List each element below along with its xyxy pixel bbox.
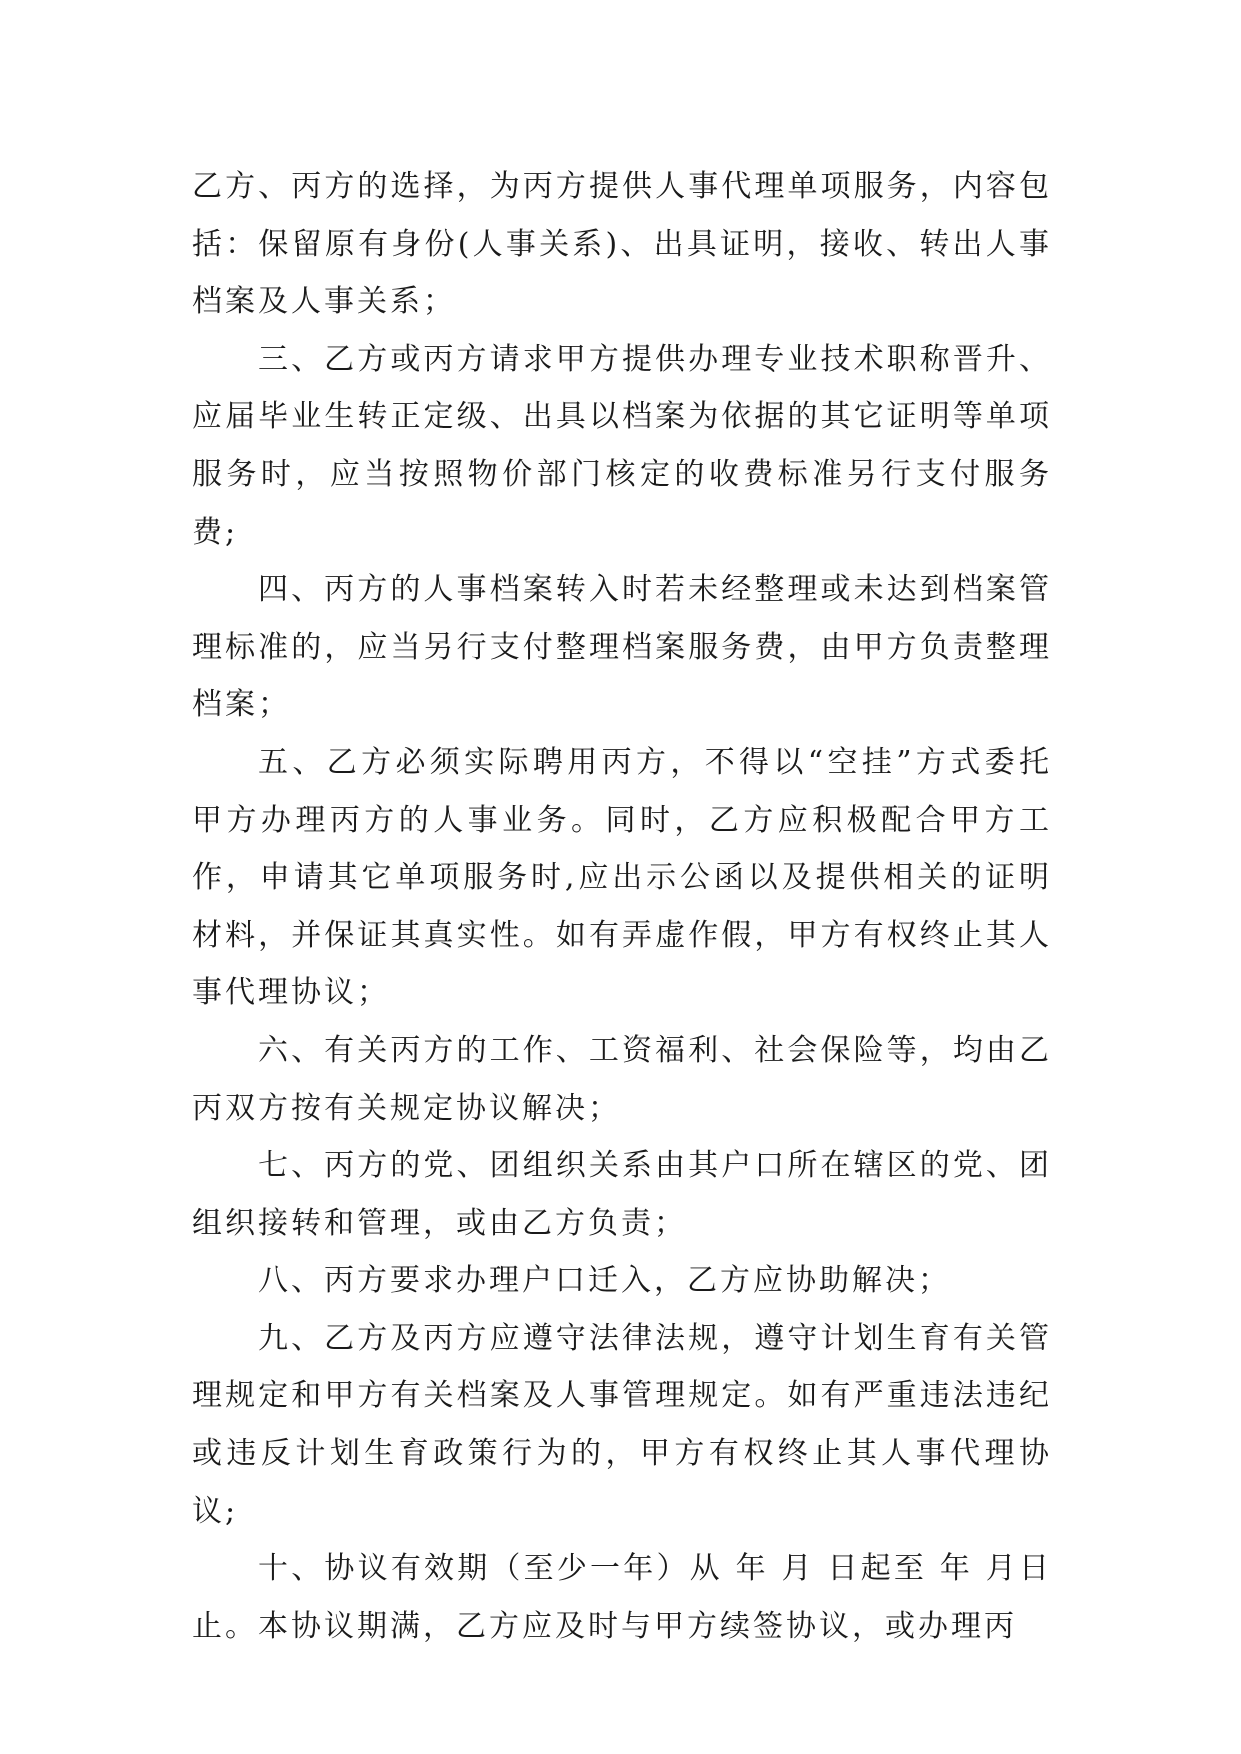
clause-6: 六、有关丙方的工作、工资福利、社会保险等，均由乙丙双方按有关规定协议解决； bbox=[192, 1032, 1052, 1126]
document-page bbox=[192, 158, 1052, 1655]
clause-10: 十、协议有效期（至少一年）从 年 月 日起至 年 月日止。本协议期满，乙方应及时与甲方续签协议，或办理丙 bbox=[192, 1551, 1052, 1644]
clause-5: 五、乙方必须实际聘用丙方，不得以“空挂”方式委托甲方办理丙方的人事业务。同时，乙方应积极配合甲方工作，申请其它单项服务时,应出示公函以及提供相关的证明材料，并保证其真实性。如有弄虚作假，甲方有权终止其人事代理协议； bbox=[192, 744, 1052, 1011]
clause-7: 七、丙方的党、团组织关系由其户口所在辖区的党、团组织接转和管理，或由乙方负责； bbox=[192, 1148, 1052, 1241]
clause-4: 四、丙方的人事档案转入时若未经整理或未达到档案管理标准的，应当另行支付整理档案服务费，由甲方负责整理档案； bbox=[192, 572, 1052, 723]
clause-8: 八、丙方要求办理户口迁入，乙方应协助解决； bbox=[258, 1263, 951, 1299]
clause-9: 九、乙方及丙方应遵守法律法规，遵守计划生育有关管理规定和甲方有关档案及人事管理规定。如有严重违法违纪或违反计划生育政策行为的，甲方有权终止其人事代理协议; bbox=[192, 1320, 1052, 1529]
paragraph-continued: 乙方、丙方的选择，为丙方提供人事代理单项服务，内容包括：保留原有身份(人事关系)、出具证明，接收、转出人事档案及人事关系； bbox=[192, 169, 1052, 320]
clause-3: 三、乙方或丙方请求甲方提供办理专业技术职称晋升、应届毕业生转正定级、出具以档案为依据的其它证明等单项服务时，应当按照物价部门核定的收费标准另行支付服务费; bbox=[192, 341, 1052, 550]
